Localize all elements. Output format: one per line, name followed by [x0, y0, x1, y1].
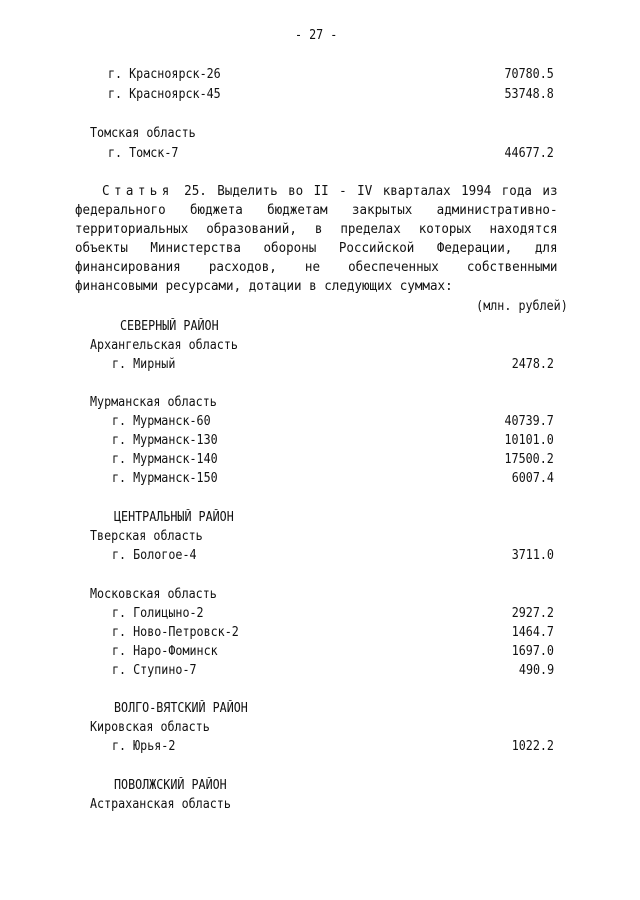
district-heading: ВОЛГО-ВЯТСКИЙ РАЙОН — [114, 701, 248, 716]
amount-value: 1697.0 — [511, 644, 554, 659]
city-name: г. Бологое-4 — [112, 548, 197, 563]
city-name: г. Томск-7 — [108, 146, 179, 161]
region-name: Тверская область — [90, 529, 203, 544]
city-name: г. Юрья-2 — [112, 739, 176, 754]
region-name: Архангельская область — [90, 338, 238, 353]
amount-value: 17500.2 — [504, 452, 554, 467]
city-name: г. Красноярск-26 — [108, 67, 221, 82]
city-name: г. Наро-Фоминск — [112, 644, 218, 659]
amount-value: 70780.5 — [504, 67, 554, 82]
city-name: г. Мирный — [112, 357, 176, 372]
amount-value: 44677.2 — [504, 146, 554, 161]
amount-value: 1022.2 — [511, 739, 554, 754]
city-name: г. Мурманск-140 — [112, 452, 218, 467]
amount-value: 10101.0 — [504, 433, 554, 448]
amount-value: 1464.7 — [511, 625, 554, 640]
city-name: г. Мурманск-130 — [112, 433, 218, 448]
city-name: г. Красноярск-45 — [108, 87, 221, 102]
region-name: Мурманская область — [90, 395, 217, 410]
region-name: Астраханская область — [90, 797, 231, 812]
district-heading: СЕВЕРНЫЙ РАЙОН — [120, 319, 219, 334]
article-paragraph — [75, 182, 558, 296]
article-label: Статья — [102, 184, 174, 199]
amount-value: 490.9 — [518, 663, 554, 678]
city-name: г. Голицыно-2 — [112, 606, 204, 621]
city-name: г. Ступино-7 — [112, 663, 197, 678]
city-name: г. Мурманск-60 — [112, 414, 211, 429]
district-heading: ПОВОЛЖСКИЙ РАЙОН — [114, 778, 227, 793]
amount-value: 53748.8 — [504, 87, 554, 102]
amount-value: 2478.2 — [511, 357, 554, 372]
amount-value: 2927.2 — [511, 606, 554, 621]
district-heading: ЦЕНТРАЛЬНЫЙ РАЙОН — [114, 510, 234, 525]
unit-label: (млн. рублей) — [476, 299, 568, 314]
region-name: Томская область — [90, 126, 196, 141]
city-name: г. Мурманск-150 — [112, 471, 218, 486]
region-name: Московская область — [90, 587, 217, 602]
amount-value: 6007.4 — [511, 471, 554, 486]
city-name: г. Ново-Петровск-2 — [112, 625, 239, 640]
article-text: 25. Выделить во II - IV кварталах 1994 года из федерального бюджета бюджетам закрытых административно-территориальных образований, в пределах которых находятся объекты Министерства обороны Российской Федерации, для финансирования расходов, не обеспеченных собственными финансовыми ресурсами, дотации в следующих суммах: — [75, 184, 558, 294]
region-name: Кировская область — [90, 720, 210, 735]
amount-value: 3711.0 — [511, 548, 554, 563]
page-number: - 27 - — [295, 28, 338, 43]
amount-value: 40739.7 — [504, 414, 554, 429]
